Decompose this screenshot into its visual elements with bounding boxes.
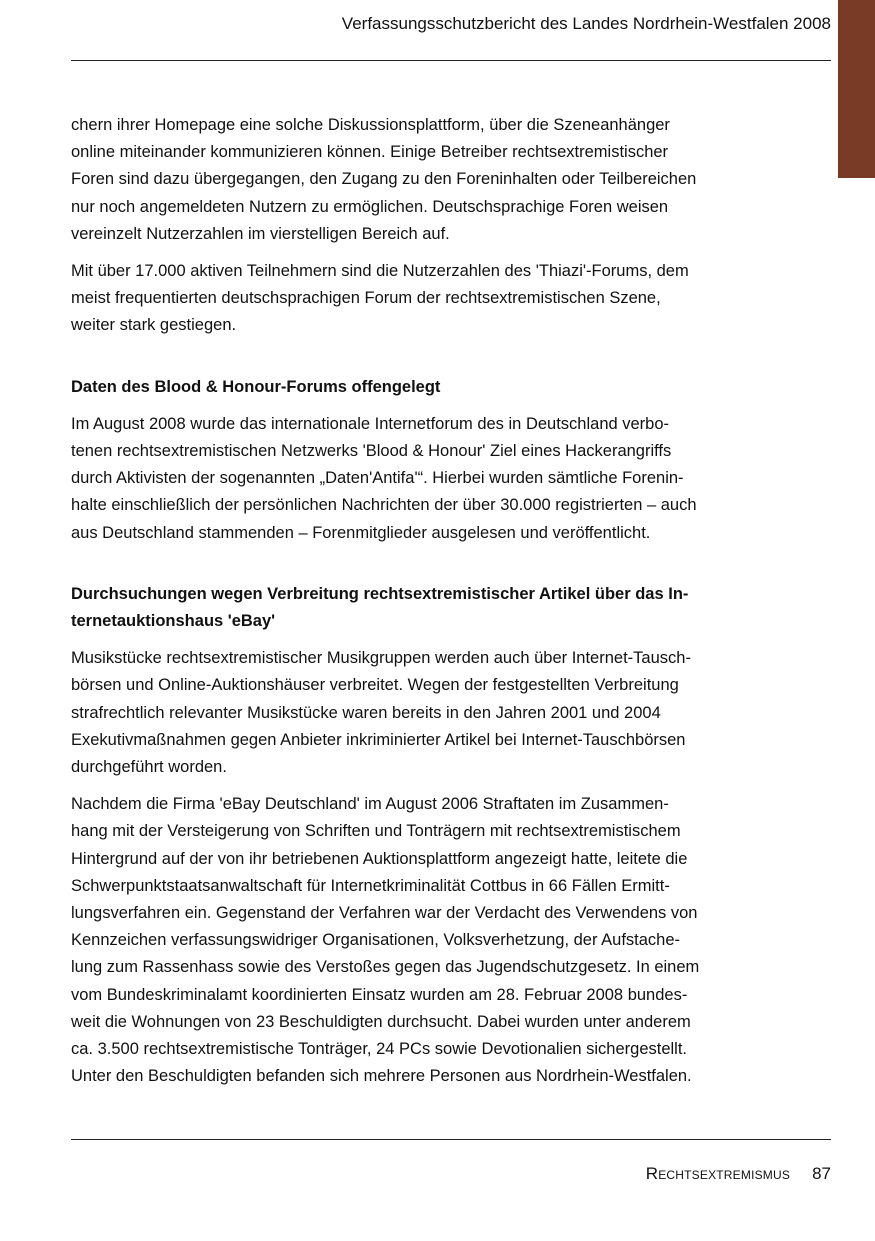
text-line: weiter stark gestiegen. bbox=[71, 316, 237, 335]
heading-line: Daten des Blood & Honour-Forums offengelegt bbox=[71, 377, 441, 396]
heading-blood-honour bbox=[71, 374, 791, 401]
text-line: strafrechtlich relevanter Musikstücke waren bereits in den Jahren 2001 und 2004 bbox=[71, 703, 661, 722]
footer-divider bbox=[71, 1139, 831, 1140]
text-line: Schwerpunktstaatsanwaltschaft für Internetkriminalität Cottbus in 66 Fällen Ermitt- bbox=[71, 876, 670, 895]
text-line: tenen rechtsextremistischen Netzwerks 'Blood & Honour' Ziel eines Hackerangriffs bbox=[71, 442, 672, 461]
text-line: chern ihrer Homepage eine solche Diskussionsplattform, über die Szeneanhänger bbox=[71, 116, 670, 134]
text-line: Musikstücke rechtsextremistischer Musikgruppen werden auch über Internet-Tausch- bbox=[71, 649, 691, 668]
header-divider bbox=[71, 60, 831, 61]
text-line: Nachdem die Firma 'eBay Deutschland' im August 2006 Straftaten im Zusammen- bbox=[71, 795, 669, 814]
text-line: lungsverfahren ein. Gegenstand der Verfahren war der Verdacht des Verwendens von bbox=[71, 904, 698, 923]
text-line: Exekutivmaßnahmen gegen Anbieter inkriminierter Artikel bei Internet-Tauschbörsen bbox=[71, 730, 686, 749]
text-line: Foren sind dazu übergegangen, den Zugang zu den Foreninhalten oder Teilbereichen bbox=[71, 170, 697, 189]
running-header: Verfassungsschutzbericht des Landes Nordrhein-Westfalen 2008 bbox=[341, 14, 831, 33]
text-line: lung zum Rassenhass sowie des Verstoßes gegen das Jugendschutzgesetz. In einem bbox=[71, 958, 700, 977]
paragraph-blood-honour bbox=[71, 411, 791, 547]
text-line: durch Aktivisten der sogenannten „Daten'Antifa'“. Hierbei wurden sämtliche Forenin- bbox=[71, 469, 684, 488]
text-line: nur noch angemeldeten Nutzern zu ermöglichen. Deutschsprachige Foren weisen bbox=[71, 197, 669, 216]
text-line: hang mit der Versteigerung von Schriften und Tonträgern mit rechtsextremistischem bbox=[71, 822, 681, 841]
page-footer bbox=[646, 1163, 831, 1185]
footer-section-label: Rechtsextremismus bbox=[645, 1164, 791, 1183]
text-line: Im August 2008 wurde das internationale Internetforum des in Deutschland verbo- bbox=[71, 414, 670, 433]
text-line: aus Deutschland stammenden – Forenmitglieder ausgelesen und veröffentlicht. bbox=[71, 523, 651, 542]
main-content bbox=[71, 112, 791, 1101]
text-line: durchgeführt worden. bbox=[71, 758, 227, 777]
text-line: online miteinander kommunizieren können. Einige Betreiber rechtsextremistischer bbox=[71, 143, 669, 162]
heading-line: ternetauktionshaus 'eBay' bbox=[71, 612, 276, 631]
text-line: Unter den Beschuldigten befanden sich mehrere Personen aus Nordrhein-Westfalen. bbox=[71, 1067, 692, 1086]
text-line: halte einschließlich der persönlichen Nachrichten der über 30.000 registrierten – auch bbox=[71, 496, 697, 515]
paragraph-forum-intro bbox=[71, 112, 791, 248]
text-line: weit die Wohnungen von 23 Beschuldigten durchsucht. Dabei wurden unter anderem bbox=[71, 1012, 691, 1031]
chapter-tab bbox=[838, 0, 875, 178]
text-line: vom Bundeskriminalamt koordinierten Einsatz wurden am 28. Februar 2008 bundes- bbox=[71, 985, 688, 1004]
text-line: vereinzelt Nutzerzahlen im vierstelligen Bereich auf. bbox=[71, 224, 450, 243]
text-line: Kennzeichen verfassungswidriger Organisationen, Volksverhetzung, der Aufstache- bbox=[71, 931, 681, 950]
text-line: Mit über 17.000 aktiven Teilnehmern sind die Nutzerzahlen des 'Thiazi'-Forums, dem bbox=[71, 262, 689, 281]
text-line: ca. 3.500 rechtsextremistische Tonträger, 24 PCs sowie Devotionalien sichergestellt. bbox=[71, 1040, 688, 1059]
page-number: 87 bbox=[812, 1164, 831, 1183]
text-line: börsen und Online-Auktionshäuser verbreitet. Wegen der festgestellten Verbreitung bbox=[71, 676, 679, 695]
paragraph-ebay-investigation bbox=[71, 791, 791, 1090]
heading-ebay-searches bbox=[71, 581, 791, 635]
text-line: meist frequentierten deutschsprachigen Forum der rechtsextremistischen Szene, bbox=[71, 289, 661, 308]
paragraph-thiazi bbox=[71, 258, 791, 340]
paragraph-music-distribution bbox=[71, 645, 791, 781]
heading-line: Durchsuchungen wegen Verbreitung rechtsextremistischer Artikel über das In- bbox=[71, 584, 689, 603]
text-line: Hintergrund auf der von ihr betriebenen Auktionsplattform angezeigt hatte, leitete die bbox=[71, 849, 688, 868]
